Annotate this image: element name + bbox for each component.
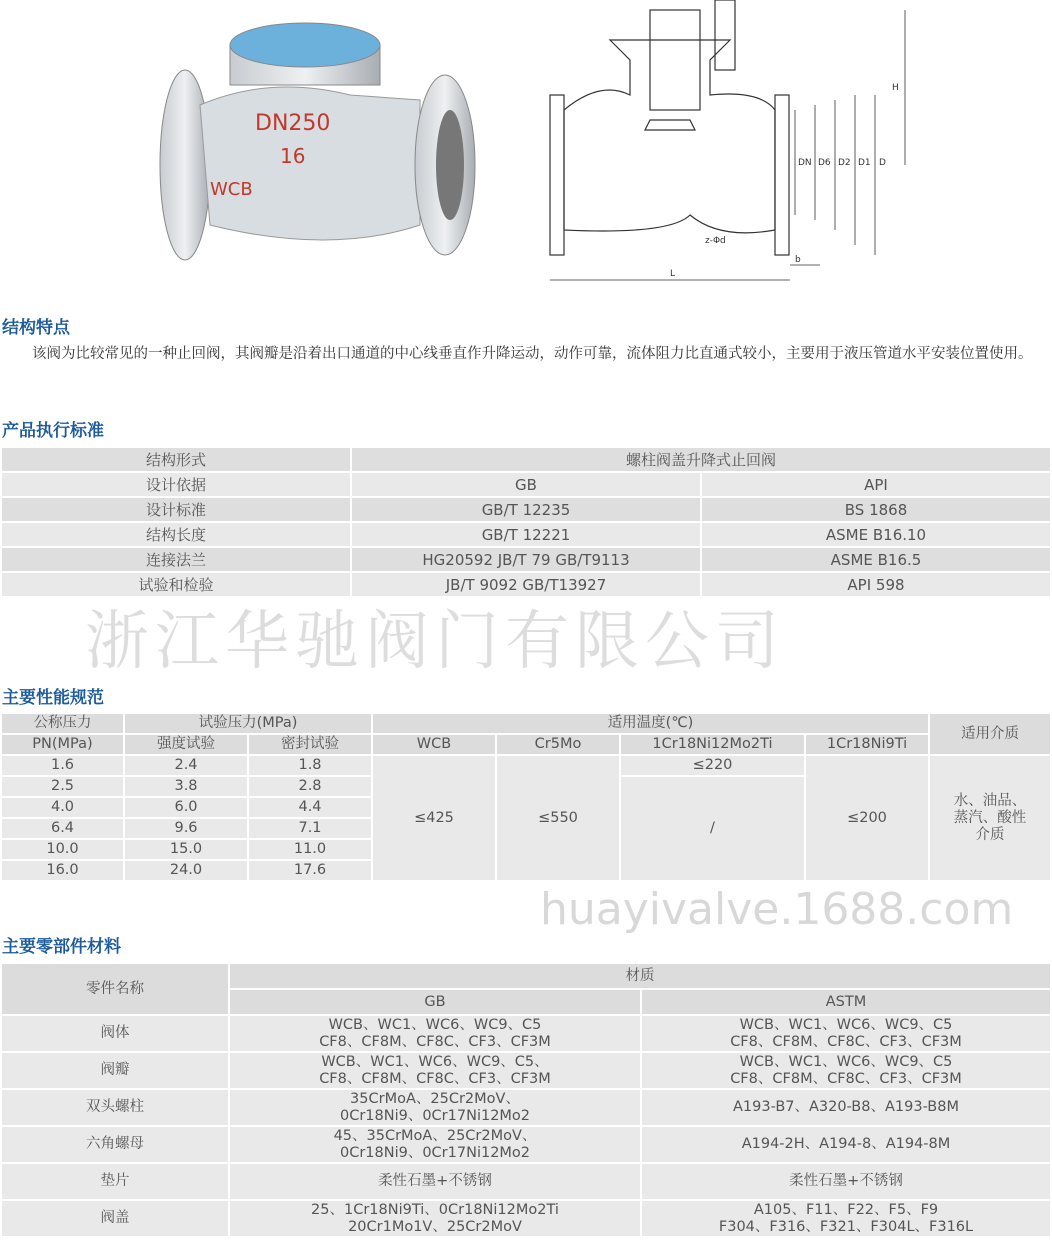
cell: HG20592 JB/T 79 GB/T9113 — [351, 547, 701, 572]
cell: WCB、WC1、WC6、WC9、C5 CF8、CF8M、CF8C、CF3、CF3M — [229, 1015, 641, 1052]
cell: BS 1868 — [701, 497, 1051, 522]
features-heading: 结构特点 — [2, 318, 70, 338]
standards-heading: 产品执行标准 — [2, 421, 104, 441]
cell: 设计标准 — [1, 497, 351, 522]
table-row — [1, 1089, 1051, 1126]
cell: A193-B7、A320-B8、A193-B8M — [641, 1089, 1051, 1126]
cell: 6.0 — [124, 797, 248, 818]
cell: 1Cr18Ni12Mo2Ti — [620, 734, 805, 755]
dim-D2: D2 — [838, 158, 851, 168]
dim-b: b — [795, 255, 801, 265]
cell: 9.6 — [124, 818, 248, 839]
cell: 结构长度 — [1, 522, 351, 547]
table-row — [1, 1163, 1051, 1200]
cell: 双头螺柱 — [1, 1089, 229, 1126]
table-row — [1, 1052, 1051, 1089]
cell: 六角螺母 — [1, 1126, 229, 1163]
cell: 7.1 — [248, 818, 372, 839]
cell: 柔性石墨+不锈钢 — [229, 1163, 641, 1200]
cell: 阀盖 — [1, 1200, 229, 1237]
photo-marking-pn: 16 — [280, 144, 306, 168]
cell: API — [701, 472, 1051, 497]
dim-H: H — [892, 83, 899, 93]
cell: 阀瓣 — [1, 1052, 229, 1089]
cell: 4.4 — [248, 797, 372, 818]
cell: ASTM — [641, 989, 1051, 1015]
materials-heading: 主要零部件材料 — [2, 937, 121, 957]
cell: 材质 — [229, 963, 1051, 989]
cell: 柔性石墨+不锈钢 — [641, 1163, 1051, 1200]
company-watermark: 浙江华驰阀门有限公司 — [85, 605, 785, 679]
cell: GB/T 12221 — [351, 522, 701, 547]
cell: ASME B16.10 — [701, 522, 1051, 547]
materials-table — [0, 962, 1052, 1238]
cell: ≤220 — [620, 755, 805, 776]
cell: 螺柱阀盖升降式止回阀 — [351, 447, 1051, 472]
cell: 零件名称 — [1, 963, 229, 1015]
table-row — [1, 1126, 1051, 1163]
cell: 3.8 — [124, 776, 248, 797]
cell: ≤425 — [372, 755, 496, 881]
cell: WCB、WC1、WC6、WC9、C5 CF8、CF8M、CF8C、CF3、CF3M — [641, 1015, 1051, 1052]
cell: 45、35CrMoA、25Cr2MoV、 0Cr18Ni9、0Cr17Ni12Mo2 — [229, 1126, 641, 1163]
cell: 适用温度(℃) — [372, 713, 929, 734]
cell: 2.5 — [1, 776, 124, 797]
table-row — [1, 1200, 1051, 1237]
table-row — [1, 1015, 1051, 1052]
cell: 16.0 — [1, 860, 124, 881]
cell: GB/T 12235 — [351, 497, 701, 522]
cell: 垫片 — [1, 1163, 229, 1200]
cell: 试验和检验 — [1, 572, 351, 597]
cell: 阀体 — [1, 1015, 229, 1052]
cell: 设计依据 — [1, 472, 351, 497]
cell: 35CrMoA、25Cr2MoV、 0Cr18Ni9、0Cr17Ni12Mo2 — [229, 1089, 641, 1126]
cell: A105、F11、F22、F5、F9 F304、F316、F321、F304L、F316L — [641, 1200, 1051, 1237]
cell: 密封试验 — [248, 734, 372, 755]
cell: 2.4 — [124, 755, 248, 776]
cell: PN(MPa) — [1, 734, 124, 755]
cell: 11.0 — [248, 839, 372, 860]
cell: 24.0 — [124, 860, 248, 881]
cell: WCB — [372, 734, 496, 755]
cell: 适用介质 — [929, 713, 1051, 755]
cell: 17.6 — [248, 860, 372, 881]
cell: WCB、WC1、WC6、WC9、C5、 CF8、CF8M、CF8C、CF3、CF3M — [229, 1052, 641, 1089]
standards-table — [0, 446, 1052, 598]
cell: JB/T 9092 GB/T13927 — [351, 572, 701, 597]
cell: 1.6 — [1, 755, 124, 776]
cell: Cr5Mo — [496, 734, 620, 755]
cell: / — [620, 776, 805, 881]
cell: 1Cr18Ni9Ti — [805, 734, 929, 755]
dim-D6: D6 — [818, 158, 831, 168]
cell: 公称压力 — [1, 713, 124, 734]
dim-D: D — [879, 158, 886, 168]
cell: 2.8 — [248, 776, 372, 797]
cell: 结构形式 — [1, 447, 351, 472]
cell: A194-2H、A194-8、A194-8M — [641, 1126, 1051, 1163]
cell: 25、1Cr18Ni9Ti、0Cr18Ni12Mo2Ti 20Cr1Mo1V、25Cr2MoV — [229, 1200, 641, 1237]
dim-z-d: z-Φd — [705, 236, 726, 246]
cell: ≤550 — [496, 755, 620, 881]
cell: 10.0 — [1, 839, 124, 860]
cell: 4.0 — [1, 797, 124, 818]
site-watermark: huayivalve.1688.com — [540, 884, 1014, 935]
cell: 15.0 — [124, 839, 248, 860]
performance-heading: 主要性能规范 — [2, 688, 104, 708]
cell: ≤200 — [805, 755, 929, 881]
performance-table — [0, 712, 1052, 882]
cell: 试验压力(MPa) — [124, 713, 372, 734]
dim-DN: DN — [798, 158, 812, 168]
cell: 水、油品、蒸汽、酸性介质 — [929, 755, 1051, 881]
cell: GB — [229, 989, 641, 1015]
photo-marking-dn: DN250 — [255, 111, 331, 136]
features-text: 该阀为比较常见的一种止回阀，其阀瓣是沿着出口通道的中心线垂直作升降运动，动作可靠，流体阻力比直通式较小，主要用于液压管道水平安装位置使用。 — [32, 346, 1033, 362]
dim-D1: D1 — [858, 158, 871, 168]
cell: API 598 — [701, 572, 1051, 597]
valve-cross-section-diagram — [540, 0, 920, 295]
cell: 6.4 — [1, 818, 124, 839]
photo-marking-material: WCB — [210, 179, 253, 200]
cell: WCB、WC1、WC6、WC9、C5 CF8、CF8M、CF8C、CF3、CF3M — [641, 1052, 1051, 1089]
cell: 强度试验 — [124, 734, 248, 755]
cell: GB — [351, 472, 701, 497]
cell: 1.8 — [248, 755, 372, 776]
dim-L: L — [670, 269, 676, 279]
cell: ASME B16.5 — [701, 547, 1051, 572]
valve-photo — [150, 5, 480, 270]
cell: 连接法兰 — [1, 547, 351, 572]
